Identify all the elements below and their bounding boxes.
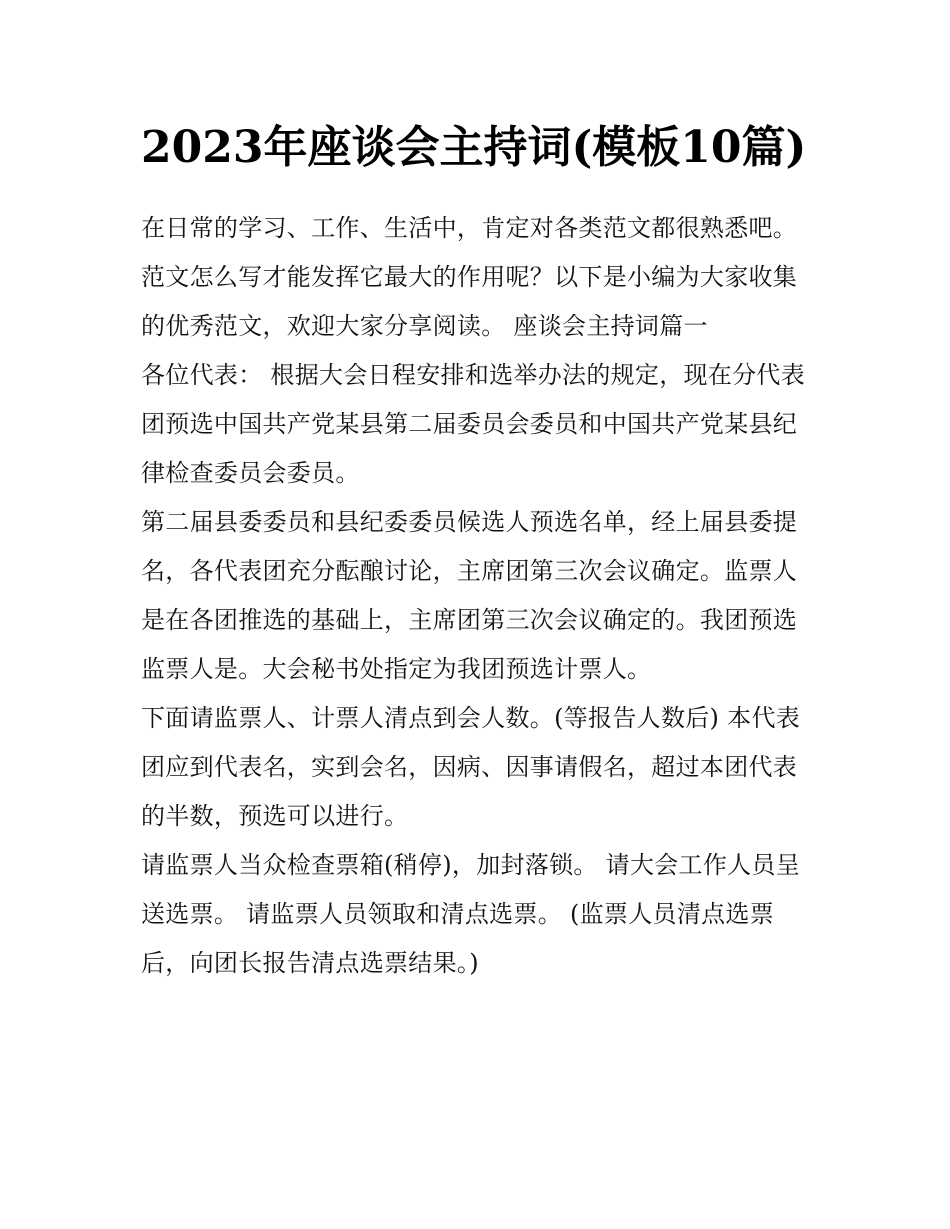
paragraph-ballot-box: 请监票人当众检查票箱(稍停)，加封落锁。 请大会工作人员呈送选票。 请监票人员领取和清点选票。 (监票人员清点选票后，向团长报告清点选票结果。) (141, 851, 801, 977)
document-title: 2023年座谈会主持词(模板10篇) (141, 122, 807, 173)
paragraph-greeting: 各位代表： 根据大会日程安排和选举办法的规定，现在分代表团预选中国共产党某县第二届委员会委员和中国共产党某县纪律检查委员会委员。 (141, 361, 806, 487)
paragraph-intro: 在日常的学习、工作、生活中，肯定对各类范文都很熟悉吧。范文怎么写才能发挥它最大的作用呢？以下是小编为大家收集的优秀范文，欢迎大家分享阅读。 座谈会主持词篇一 (141, 214, 798, 340)
paragraph-candidates: 第二届县委委员和县纪委委员候选人预选名单，经上届县委提名，各代表团充分酝酿讨论，主席团第三次会议确定。监票人是在各团推选的基础上，主席团第三次会议确定的。我团预选监票人是。大会秘书处指定为我团预选计票人。 (141, 508, 798, 683)
document-body (141, 112, 813, 988)
paragraph-headcount: 下面请监票人、计票人清点到会人数。(等报告人数后) 本代表团应到代表名，实到会名，因病、因事请假名，超过本团代表的半数，预选可以进行。 (141, 704, 801, 830)
